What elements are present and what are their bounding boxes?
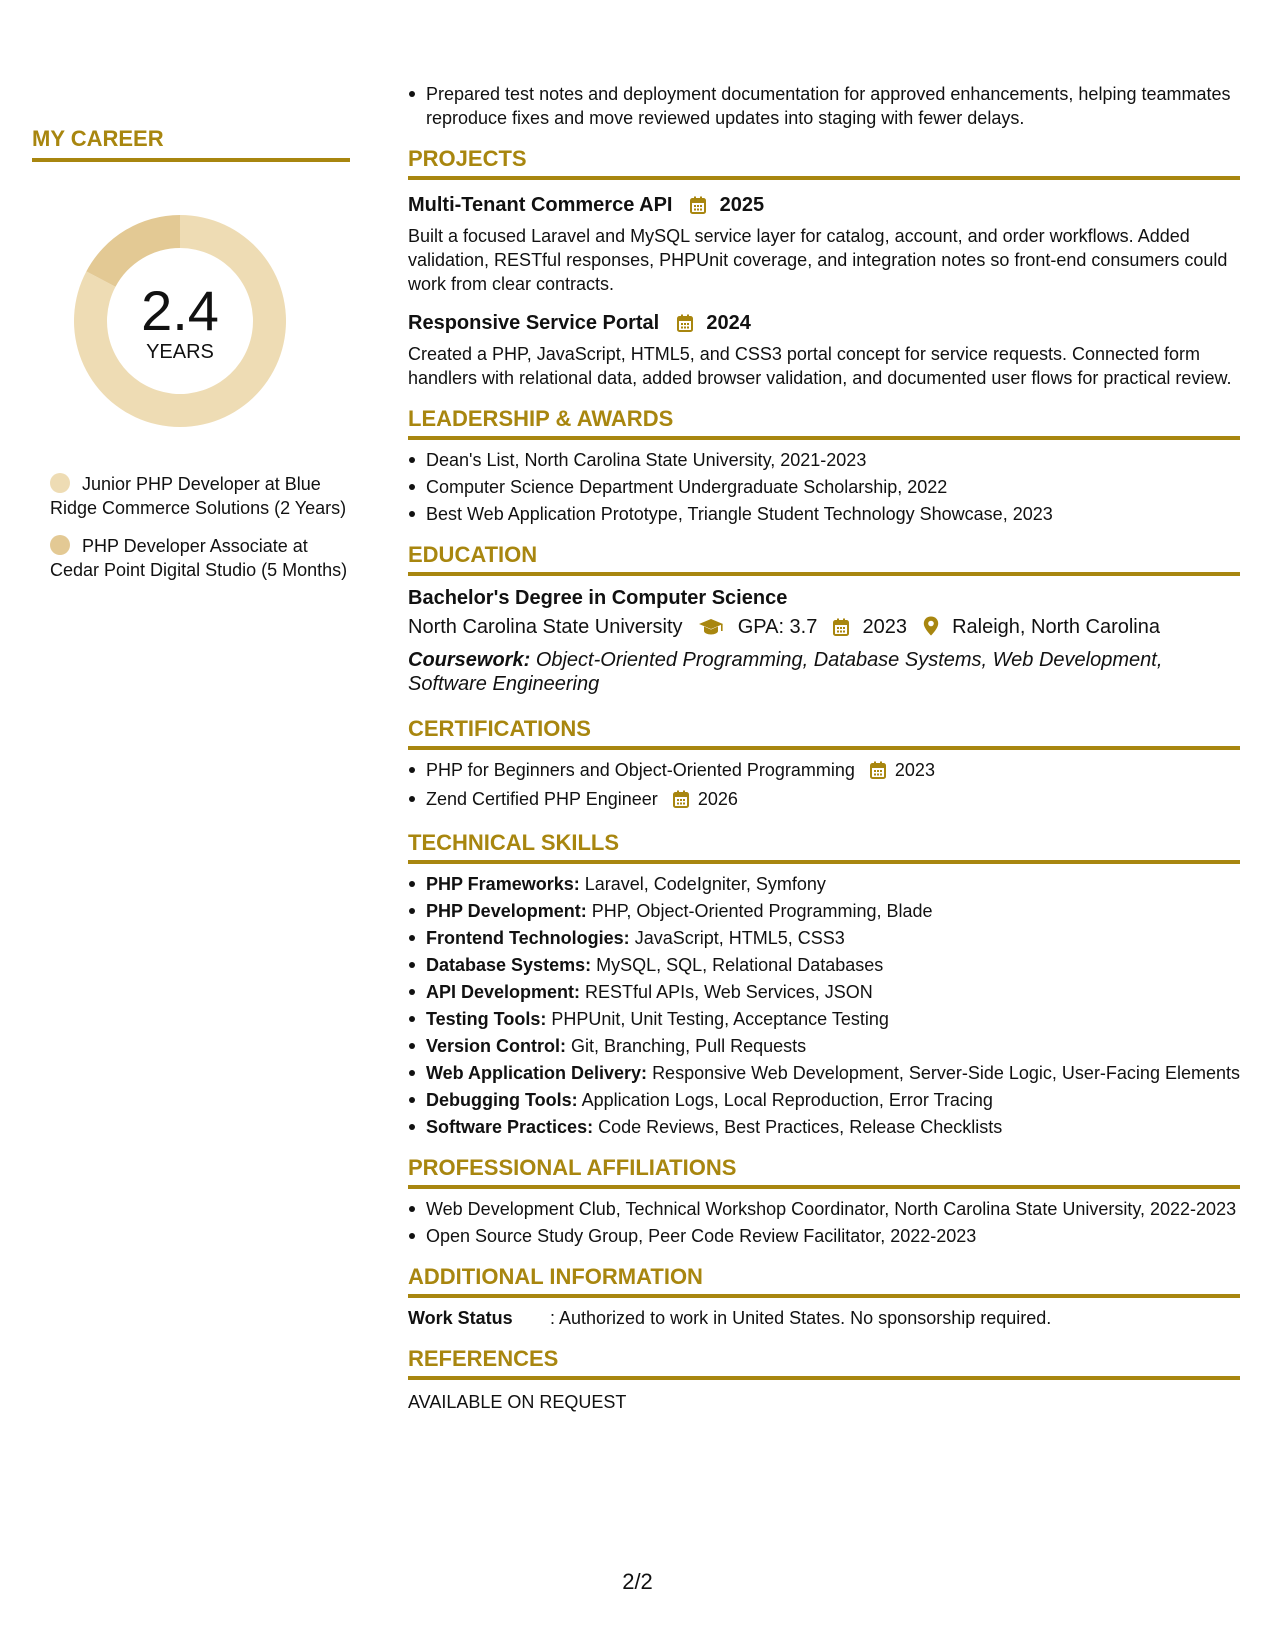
list-item (426, 926, 1240, 950)
project-year: 2024 (706, 312, 751, 334)
additional-section (408, 1264, 1240, 1330)
list-item: Computer Science Department Undergraduate Scholarship, 2022 (426, 475, 1240, 499)
calendar-icon (677, 313, 693, 339)
list-item: Open Source Study Group, Peer Code Review Facilitator, 2022-2023 (426, 1224, 1240, 1248)
list-item: Prepared test notes and deployment documentation for approved enhancements, helping teammates reproduce fixes and move reviewed updates into staging with fewer delays. (426, 82, 1240, 130)
skills-heading: TECHNICAL SKILLS (408, 830, 1240, 864)
references-text: AVAILABLE ON REQUEST (408, 1392, 627, 1412)
main-column (408, 82, 1240, 1414)
list-item (426, 899, 1240, 923)
references-section (408, 1346, 1240, 1414)
skill-value: Application Logs, Local Reproduction, Error Tracing (581, 1090, 993, 1110)
career-legend (50, 472, 350, 582)
career-total-value: 2.4 (141, 279, 219, 342)
certification-name: PHP for Beginners and Object-Oriented Programming (426, 760, 855, 780)
calendar-icon (690, 195, 706, 221)
career-total-unit: YEARS (146, 341, 214, 363)
skill-value: PHPUnit, Unit Testing, Acceptance Testing (551, 1009, 889, 1029)
project-description: Created a PHP, JavaScript, HTML5, and CSS3 portal concept for service requests. Connected form handlers with relational data, added browser validation, and documented user flows for practical review. (408, 344, 1232, 388)
project-title-row (408, 192, 1240, 221)
skill-value: JavaScript, HTML5, CSS3 (634, 928, 845, 948)
skill-label: Debugging Tools: (426, 1090, 578, 1110)
experience-bullets (408, 82, 1240, 130)
skill-label: Testing Tools: (426, 1009, 547, 1029)
project-title: Responsive Service Portal (408, 312, 660, 334)
list-item (426, 980, 1240, 1004)
career-total (65, 279, 295, 364)
list-item (426, 1115, 1240, 1139)
calendar-icon (673, 790, 689, 814)
awards-section (408, 406, 1240, 526)
skill-label: Version Control: (426, 1036, 567, 1056)
calendar-icon (833, 616, 849, 644)
additional-heading: ADDITIONAL INFORMATION (408, 1264, 1240, 1298)
certification-year: 2023 (894, 760, 935, 780)
skills-section (408, 830, 1240, 1139)
skill-value: MySQL, SQL, Relational Databases (596, 955, 884, 975)
list-item (426, 1088, 1240, 1112)
list-item: Best Web Application Prototype, Triangle Student Technology Showcase, 2023 (426, 502, 1240, 526)
awards-heading: LEADERSHIP & AWARDS (408, 406, 1240, 440)
skill-label: Frontend Technologies: (426, 928, 630, 948)
graduation-cap-icon (698, 616, 724, 644)
list-item (426, 758, 1240, 785)
affiliations-section (408, 1155, 1240, 1248)
map-pin-icon (923, 616, 939, 644)
project-year: 2025 (719, 194, 765, 216)
career-heading: MY CAREER (32, 126, 350, 162)
list-item (426, 872, 1240, 896)
coursework-label: Coursework: (408, 649, 531, 671)
skill-label: PHP Development: (426, 901, 587, 921)
awards-list (408, 448, 1240, 526)
education-school: North Carolina State University (408, 616, 683, 638)
affiliations-list (408, 1197, 1240, 1248)
skills-list (408, 872, 1240, 1139)
list-item (426, 1034, 1240, 1058)
legend-dot-icon (50, 535, 70, 555)
list-item: Dean's List, North Carolina State University, 2021-2023 (426, 448, 1240, 472)
career-legend-item (50, 472, 350, 520)
references-heading: REFERENCES (408, 1346, 1240, 1380)
education-coursework (408, 648, 1240, 696)
education-year: 2023 (862, 616, 907, 638)
list-item (426, 787, 1240, 814)
projects-section (408, 146, 1240, 390)
calendar-icon (870, 761, 886, 785)
affiliations-heading: PROFESSIONAL AFFILIATIONS (408, 1155, 1240, 1189)
project-description: Built a focused Laravel and MySQL service layer for catalog, account, and order workflows. Added validation, RESTful responses, PHPUnit coverage, and integration notes so front-end consumers could work from clear contracts. (408, 226, 1228, 294)
certifications-list (408, 758, 1240, 814)
skill-value: Git, Branching, Pull Requests (571, 1036, 807, 1056)
projects-heading: PROJECTS (408, 146, 1240, 180)
work-status-row (408, 1306, 1240, 1330)
skill-label: Web Application Delivery: (426, 1063, 648, 1083)
list-item (426, 1061, 1240, 1085)
list-item (426, 953, 1240, 977)
education-location: Raleigh, North Carolina (952, 616, 1160, 638)
career-donut (65, 206, 295, 436)
career-role-label: PHP Developer Associate at Cedar Point Digital Studio (5 Months) (50, 536, 348, 580)
career-sidebar (32, 126, 350, 596)
education-heading: EDUCATION (408, 542, 1240, 576)
education-details (408, 613, 1240, 644)
coursework-list: Object-Oriented Programming, Database Systems, Web Development, Software Engineering (408, 649, 1163, 695)
page-number: 2/2 (622, 1569, 653, 1594)
donut-slice-1 (86, 215, 180, 287)
education-gpa: GPA: 3.7 (737, 616, 818, 638)
certification-name: Zend Certified PHP Engineer (426, 789, 658, 809)
list-item (426, 1007, 1240, 1031)
project-title-row (408, 310, 1240, 339)
skill-value: Responsive Web Development, Server-Side Logic, User-Facing Elements (652, 1063, 1240, 1083)
career-legend-item (50, 534, 350, 582)
list-item: Web Development Club, Technical Workshop Coordinator, North Carolina State University, 2022-2023 (426, 1197, 1240, 1221)
certifications-heading: CERTIFICATIONS (408, 716, 1240, 750)
legend-dot-icon (50, 473, 70, 493)
skill-value: Code Reviews, Best Practices, Release Checklists (598, 1117, 1003, 1137)
skill-value: RESTful APIs, Web Services, JSON (585, 982, 873, 1002)
education-section (408, 542, 1240, 696)
skill-label: Software Practices: (426, 1117, 594, 1137)
project-title: Multi-Tenant Commerce API (408, 194, 673, 216)
work-status-label: Work Status (408, 1308, 513, 1328)
career-role-label: Junior PHP Developer at Blue Ridge Commerce Solutions (2 Years) (50, 474, 347, 518)
work-status-value: : Authorized to work in United States. No sponsorship required. (550, 1308, 1052, 1328)
skill-label: Database Systems: (426, 955, 592, 975)
education-degree: Bachelor's Degree in Computer Science (408, 587, 788, 609)
certification-year: 2026 (697, 789, 738, 809)
skill-label: PHP Frameworks: (426, 874, 580, 894)
certifications-section (408, 716, 1240, 814)
skill-value: PHP, Object-Oriented Programming, Blade (591, 901, 933, 921)
skill-label: API Development: (426, 982, 581, 1002)
skill-value: Laravel, CodeIgniter, Symfony (584, 874, 826, 894)
